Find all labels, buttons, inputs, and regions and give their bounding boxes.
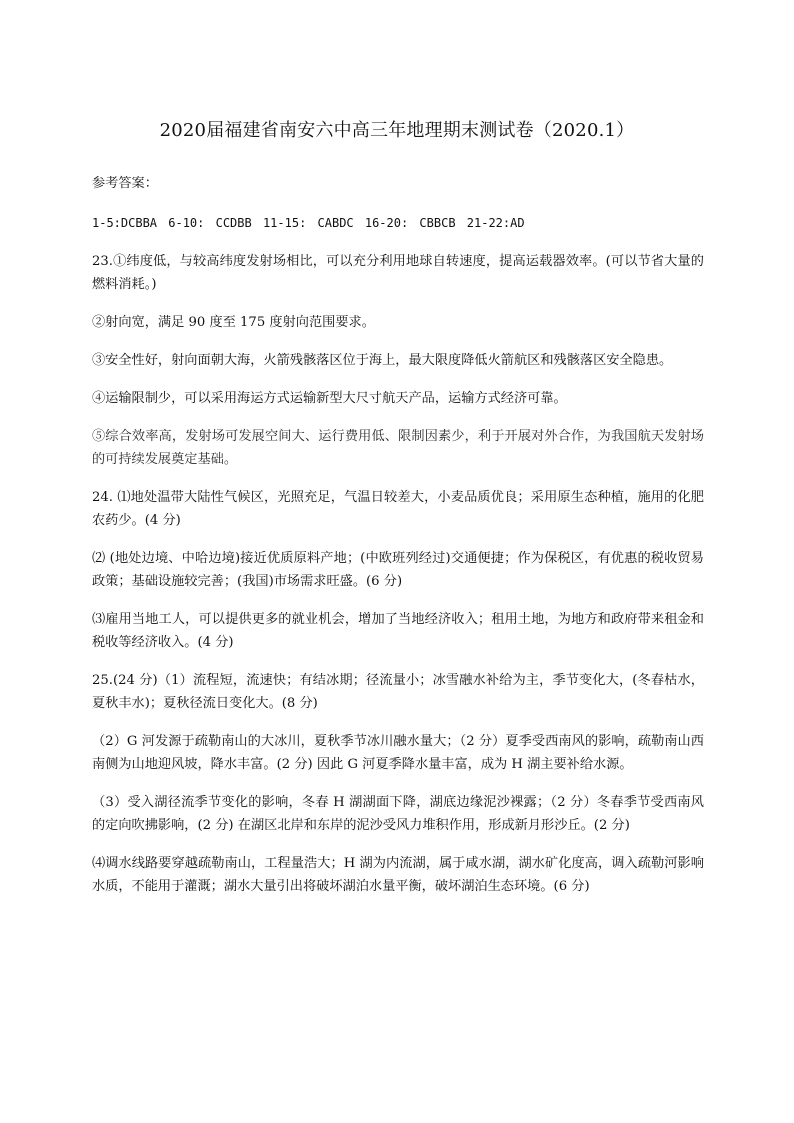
answer-24-part-2: ⑵ (地处边境、中哈边境)接近优质原料产地；(中欧班列经过)交通便捷；作为保税区，有优惠的税收贸易政策；基础设施较完善；(我国)市场需求旺盛。(6 分) (92, 551, 704, 589)
answer-24-part-1: 24. ⑴地处温带大陆性气候区，光照充足，气温日较差大，小麦品质优良；采用原生态种植，施用的化肥农药少。(4 分) (92, 490, 704, 528)
answer-25-part-4: ⑷调水线路要穿越疏勒南山，工程量浩大；H 湖为内流湖，属于咸水湖，湖水矿化度高，调入疏勒河影响水质，不能用于灌溉；湖水大量引出将破坏湖泊水量平衡，破坏湖泊生态环境。(6 分) (92, 856, 704, 894)
answer-24-part-3: ⑶雇用当地工人，可以提供更多的就业机会，增加了当地经济收入；租用土地，为地方和政府带来租金和税收等经济收入。(4 分) (92, 612, 704, 650)
answer-23-point-2: ②射向宽，满足 90 度至 175 度射向范围要求。 (92, 315, 375, 330)
answer-23-point-5: ⑤综合效率高，发射场可发展空间大、运行费用低、限制因素少，利于开展对外合作，为我国航天发射场的可持续发展奠定基础。 (92, 429, 704, 467)
answer-25-part-2: （2）G 河发源于疏勒南山的大冰川，夏秋季节冰川融水量大；（2 分）夏季受西南风的影响，疏勒南山西南侧为山地迎风坡，降水丰富。(2 分) 因此 G 河夏季降水量丰富，成为 H 湖主要补给水源。 (92, 734, 704, 772)
answer-label: 参考答案： (92, 176, 158, 191)
answer-25-part-3: （3）受入湖径流季节变化的影响，冬春 H 湖湖面下降，湖底边缘泥沙裸露；（2 分）冬春季节受西南风的定向吹拂影响，(2 分) 在湖区北岸和东岸的泥沙受风力堆积作用，形成新月形沙丘。(2 分) (92, 795, 704, 833)
multiple-choice-answers: 1-5:DCBBA 6-10: CCDBB 11-15: CABDC 16-20: CBBCB 21-22:AD (92, 216, 525, 230)
answer-25-part-1: 25.(24 分)（1）流程短，流速快；有结冰期；径流量小；冰雪融水补给为主，季节变化大，(冬春枯水，夏秋丰水)；夏秋径流日变化大。(8 分) (92, 673, 704, 711)
answer-23-point-1: 23.①纬度低，与较高纬度发射场相比，可以充分利用地球自转速度，提高运载器效率。(可以节省大量的燃料消耗。) (92, 254, 704, 292)
document-title: 2020届福建省南安六中高三年地理期末测试卷（2020.1） (159, 120, 635, 141)
answer-23-point-3: ③安全性好，射向面朝大海，火箭残骸落区位于海上，最大限度降低火箭航区和残骸落区安全隐患。 (92, 353, 673, 368)
answer-content (92, 172, 704, 913)
answer-23-point-4: ④运输限制少，可以采用海运方式运输新型大尺寸航天产品，运输方式经济可靠。 (92, 391, 567, 406)
